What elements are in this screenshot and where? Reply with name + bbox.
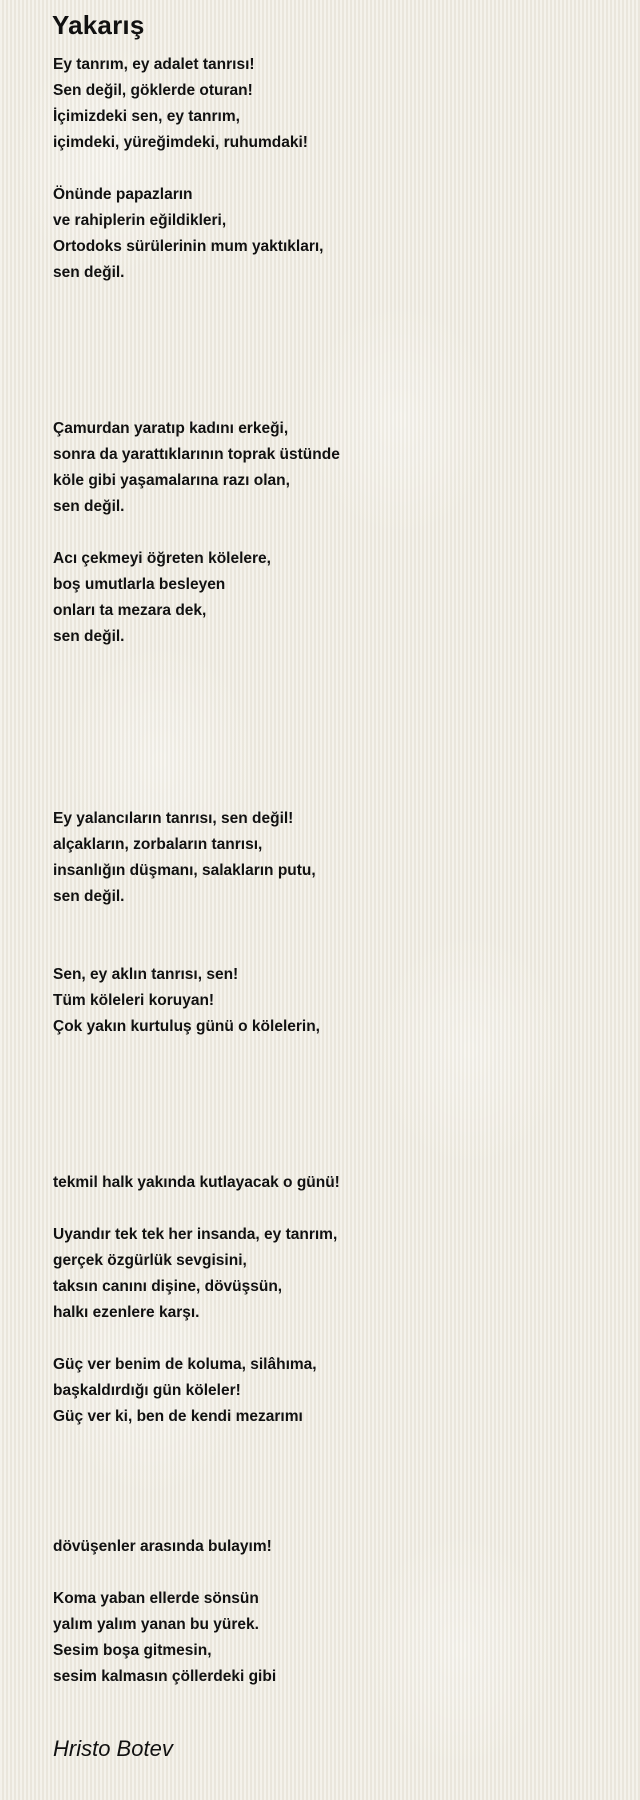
poem-line: gerçek özgürlük sevgisini, <box>53 1252 247 1269</box>
stanza-gap <box>53 338 573 364</box>
poem-line: taksın canını dişine, dövüşsün, <box>53 1278 283 1295</box>
poem-line: İçimizdeki sen, ey tanrım, <box>53 108 240 125</box>
stanza-gap <box>53 1040 573 1066</box>
poem-line: insanlığın düşmanı, salakların putu, <box>53 862 316 879</box>
stanza-gap <box>53 1066 573 1092</box>
poem-line: sesim kalmasın çöllerdeki gibi <box>53 1668 277 1685</box>
poem-line: halkı ezenlere karşı. <box>53 1304 200 1321</box>
poem-line: onları ta mezara dek, <box>53 602 207 619</box>
poem-line: sen değil. <box>53 888 125 905</box>
poem-title: Yakarış <box>52 10 145 40</box>
poem-line: Koma yaban ellerde sönsün <box>53 1590 259 1607</box>
poem-line: yalım yalım yanan bu yürek. <box>53 1616 259 1633</box>
poem-line: içimdeki, yüreğimdeki, ruhumdaki! <box>53 134 308 151</box>
stanza-gap <box>53 1560 573 1586</box>
poem-body <box>53 52 573 1690</box>
stanza-gap <box>53 390 573 416</box>
poem-line: Ortodoks sürülerinin mum yaktıkları, <box>53 238 324 255</box>
poem-line: Sen, ey aklın tanrısı, sen! <box>53 966 239 983</box>
stanza-gap <box>53 1482 573 1508</box>
stanza-gap <box>53 1430 573 1456</box>
stanza-gap <box>53 286 573 312</box>
stanza-gap <box>53 650 573 676</box>
poem-line: ve rahiplerin eğildikleri, <box>53 212 227 229</box>
poem-line: Çok yakın kurtuluş günü o kölelerin, <box>53 1018 320 1035</box>
poem-line: Güç ver benim de koluma, silâhıma, <box>53 1356 317 1373</box>
poem-line: Sesim boşa gitmesin, <box>53 1642 212 1659</box>
stanza-gap <box>53 910 573 936</box>
poem-line: başkaldırdığı gün köleler! <box>53 1382 241 1399</box>
stanza-gap <box>53 1326 573 1352</box>
stanza-gap <box>53 520 573 546</box>
stanza-gap <box>53 364 573 390</box>
poem-line: Acı çekmeyi öğreten kölelere, <box>53 550 271 567</box>
poem-line: Çamurdan yaratıp kadını erkeği, <box>53 420 289 437</box>
poem-line: tekmil halk yakında kutlayacak o günü! <box>53 1174 340 1191</box>
poem-line: Tüm köleleri koruyan! <box>53 992 215 1009</box>
stanza-gap <box>53 780 573 806</box>
stanza-gap <box>53 936 573 962</box>
stanza-gap <box>53 676 573 702</box>
poem-line: alçakların, zorbaların tanrısı, <box>53 836 263 853</box>
stanza-gap <box>53 754 573 780</box>
stanza-gap <box>53 1196 573 1222</box>
poem-line: Sen değil, göklerde oturan! <box>53 82 253 99</box>
poem-line: köle gibi yaşamalarına razı olan, <box>53 472 290 489</box>
stanza-gap <box>53 1144 573 1170</box>
poem-line: Ey yalancıların tanrısı, sen değil! <box>53 810 294 827</box>
poem-line: sen değil. <box>53 498 125 515</box>
poem-line: sonra da yarattıklarının toprak üstünde <box>53 446 340 463</box>
poem-line: Güç ver ki, ben de kendi mezarımı <box>53 1408 303 1425</box>
stanza-gap <box>53 1118 573 1144</box>
stanza-gap <box>53 702 573 728</box>
author-name: Hristo Botev <box>53 1736 173 1761</box>
poem-line: Ey tanrım, ey adalet tanrısı! <box>53 56 255 73</box>
stanza-gap <box>53 156 573 182</box>
poem-line: Önünde papazların <box>53 186 193 203</box>
stanza-gap <box>53 1508 573 1534</box>
poem-line: boş umutlarla besleyen <box>53 576 226 593</box>
stanza-gap <box>53 1456 573 1482</box>
stanza-gap <box>53 728 573 754</box>
poem-line: dövüşenler arasında bulayım! <box>53 1538 272 1555</box>
stanza-gap <box>53 312 573 338</box>
poem-line: sen değil. <box>53 264 125 281</box>
poem-line: Uyandır tek tek her insanda, ey tanrım, <box>53 1226 338 1243</box>
stanza-gap <box>53 1092 573 1118</box>
poem-line: sen değil. <box>53 628 125 645</box>
